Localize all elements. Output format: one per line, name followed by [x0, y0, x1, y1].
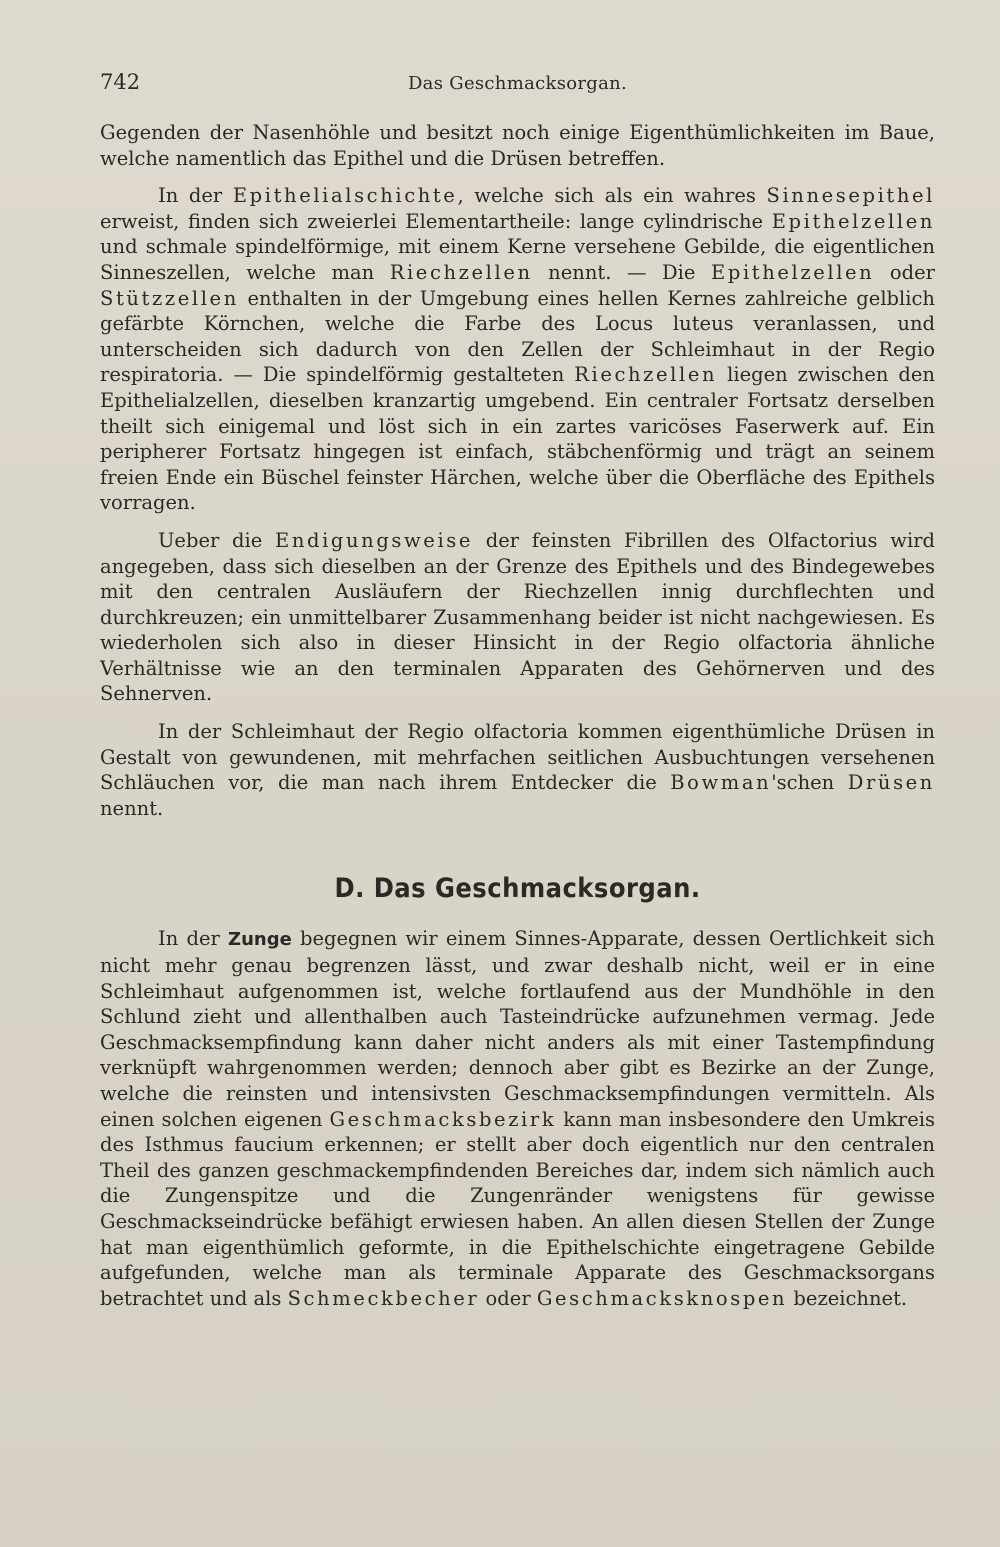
spaced-term: Drüsen — [847, 771, 935, 795]
spaced-term: Geschmacksbezirk — [329, 1107, 557, 1131]
paragraph-2 — [100, 183, 935, 516]
text-run: In der — [158, 184, 233, 208]
spaced-term: Epithelialschichte — [232, 184, 458, 208]
spaced-term: Riechzellen — [574, 363, 718, 387]
spaced-term: Sinnesepithel — [766, 184, 935, 208]
spaced-term: Schmeckbecher — [287, 1286, 480, 1310]
text-run: In der Schleimhaut der Regio olfactoria kommen eigenthümliche Drüsen in Gestalt von gewundenen, mit mehrfachen seitlichen Ausbuchtungen versehenen Schläuchen vor, die man nach ihrem Entdecker die — [100, 720, 935, 795]
text-run: In der — [158, 927, 229, 951]
spaced-term: Endigungsweise — [275, 528, 474, 552]
paragraph-3 — [100, 528, 935, 707]
text-run: oder — [479, 1286, 537, 1310]
text-run: nennt. — Die — [532, 260, 712, 284]
text-run: der feinsten Fibrillen des Olfactorius wird angegeben, dass sich dieselben an der Grenze des Epithels und des Bindegewebes mit den centralen Ausläufern der Riechzellen innig durchflechten und durchkreuzen; ein unmittelbarer Zusammenhang beider ist nicht nachgewiesen. Es wiederholen sich also in dieser Hinsicht in der Regio olfactoria ähnliche Verhältnisse wie an den terminalen Apparaten des Gehörnerven und des Sehnerven. — [100, 528, 935, 706]
text-run: kann man insbesondere den Umkreis des Isthmus faucium erkennen; er stellt aber doch eigentlich nur den centralen Theil des ganzen geschmackempfindenden Bereiches dar, indem sich nämlich auch die Zungenspitze und die Zungenränder wenigstens für gewisse Geschmackseindrücke befähigt erwiesen haben. An allen diesen Stellen der Zunge hat man eigenthümlich geformte, in die Epithelschichte eingetragene Gebilde aufgefunden, welche man als terminale Apparate des Geschmacksorgans betrachtet und als — [100, 1107, 935, 1310]
text-run: bezeichnet. — [787, 1286, 908, 1310]
text-run: oder — [874, 260, 935, 284]
paragraph-1: Gegenden der Nasenhöhle und besitzt noch einige Eigenthümlichkeiten im Baue, welche namentlich das Epithel und die Drüsen betreffen. — [100, 121, 935, 170]
running-title: Das Geschmacksorgan. — [407, 73, 628, 94]
paragraph-4 — [100, 719, 935, 821]
spaced-term: Geschmacksknospen — [536, 1286, 788, 1310]
text-run: Ueber die — [158, 528, 276, 552]
text-run: , welche sich als ein wahres — [457, 184, 767, 208]
spaced-term: Stützzellen — [100, 286, 239, 310]
paragraph-5 — [100, 926, 935, 1311]
text-run: begegnen wir einem Sinnes-Apparate, dessen Oertlichkeit sich nicht mehr genau begrenzen lässt, und zwar deshalb nicht, weil er in eine Schleimhaut aufgenommen ist, welche fortlaufend aus der Mundhöhle in den Schlund zieht und allenthalben auch Tasteindrücke aufzunehmen vermag. Jede Geschmacksempfindung kann daher nicht anders als mit einer Tastempfindung verknüpft wahrgenommen werden; dennoch aber gibt es Bezirke an der Zunge, welche die reinsten und intensivsten Geschmacksempfindungen vermitteln. Als einen solchen eigenen — [100, 927, 935, 1131]
section-heading — [142, 873, 894, 904]
bold-term: Zunge — [228, 929, 292, 951]
text-run: und schmale spindelförmige, mit einem Kerne versehene Gebilde, die eigentlichen Sinneszellen, welche man — [100, 235, 935, 284]
text-run: erweist, finden sich zweierlei Elementartheile: lange cylindrische — [100, 209, 772, 233]
page-number: 742 — [100, 70, 141, 94]
spaced-term: Riechzellen — [389, 260, 533, 284]
spaced-term: Epithelzellen — [771, 209, 935, 233]
body-text — [100, 120, 935, 1311]
spaced-term: Bowman — [670, 771, 772, 795]
text-run: enthalten in der Umgebung eines hellen Kernes zahlreiche gelblich gefärbte Körnchen, welche die Farbe des Locus luteus veranlassen, und unterscheiden sich dadurch von den Zellen der Schleimhaut in der Regio respiratoria. — Die spindelförmig gestalteten — [100, 286, 935, 387]
section-heading-text: D. Das Geschmacksorgan. — [334, 873, 701, 905]
text-run: nennt. — [100, 796, 164, 820]
text-run: 'schen — [771, 771, 848, 795]
running-head — [100, 70, 935, 100]
spaced-term: Epithelzellen — [711, 260, 875, 284]
text-run: liegen zwischen den Epithelialzellen, dieselben kranzartig umgebend. Ein centraler Fortsatz derselben theilt sich einigemal und löst sich in ein zartes varicöses Faserwerk auf. Ein peripherer Fortsatz hingegen ist einfach, stäbchenförmig und trägt an seinem freien Ende ein Büschel feinster Härchen, welche über die Oberfläche des Epithels vorragen. — [100, 363, 935, 515]
